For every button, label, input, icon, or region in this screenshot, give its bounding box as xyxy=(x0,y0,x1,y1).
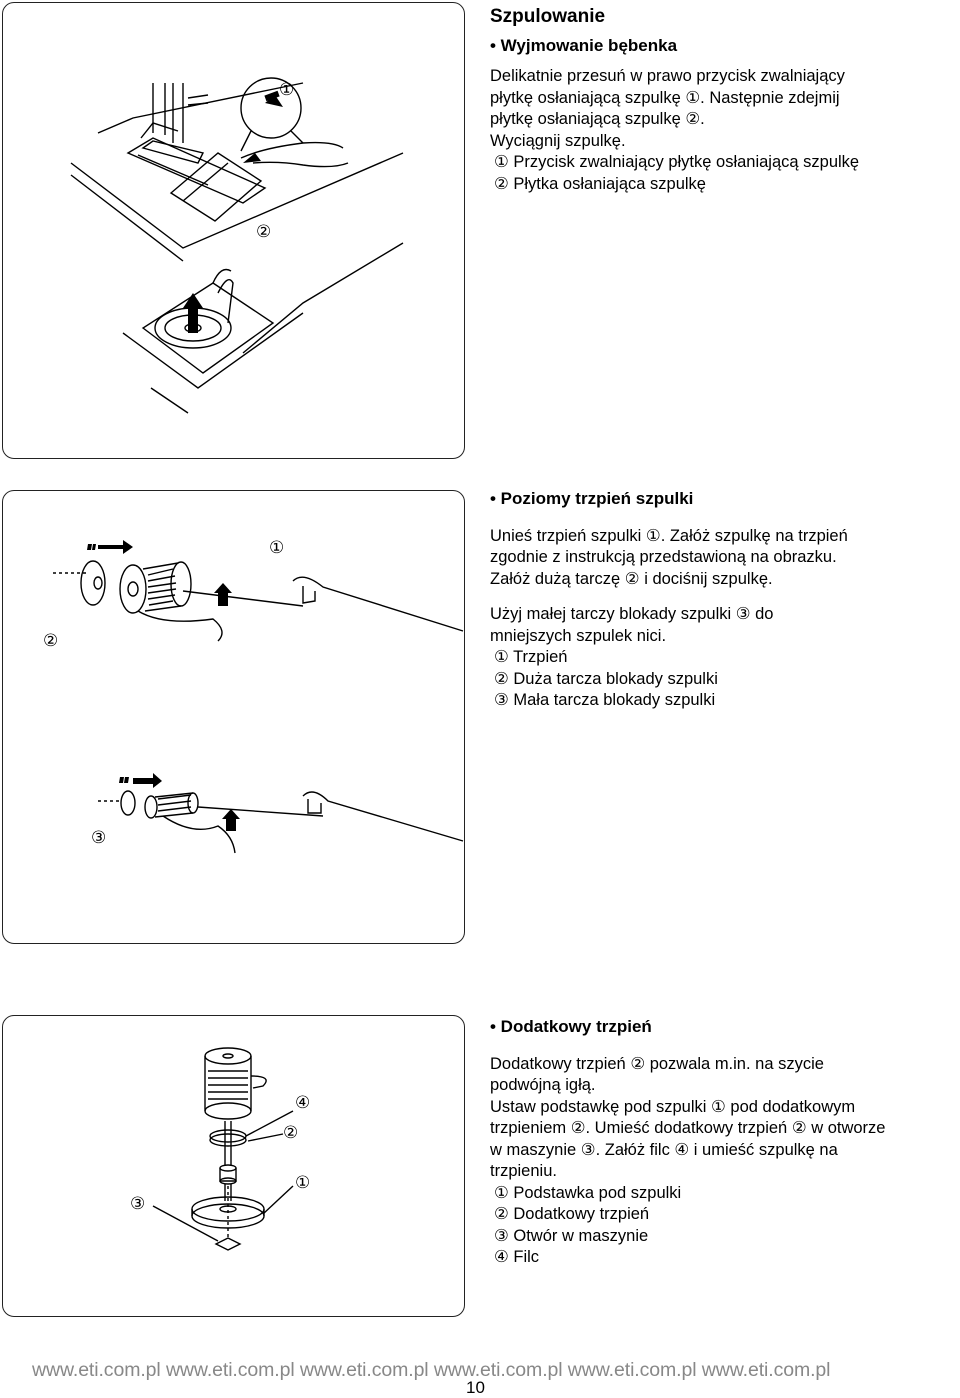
callout-1: ① xyxy=(295,1173,311,1193)
watermark-footer: www.eti.com.pl www.eti.com.pl www.eti.com.pl www.eti.com.pl www.eti.com.pl www.eti.com.pl xyxy=(32,1359,831,1381)
additional-pin-illustration xyxy=(3,1016,464,1316)
spool-pin-illustration xyxy=(3,491,464,943)
subsection-title: • Wyjmowanie bębenka xyxy=(490,35,678,55)
callout-1: ① xyxy=(279,80,295,100)
legend: ① Przycisk zwalniający płytkę osłaniającą szpulkę ② Płytka osłaniająca szpulkę xyxy=(494,153,860,193)
paragraph: Dodatkowy trzpień ② pozwala m.in. na szycie podwójną igłą. Ustaw podstawkę pod szpulki ① pod dodatkowym trzpieniem ②. Umieść dodatkowy trzpień ② w otworze w maszynie ③. Załóż filc ④ i umieść szpulkę na trzpieniu. xyxy=(490,1054,886,1180)
illustration-panel-additional-pin xyxy=(2,1015,465,1317)
section-additional-pin xyxy=(490,1016,885,1269)
callout-2: ② xyxy=(283,1123,299,1143)
illustration-panel-bobbin-removal xyxy=(2,2,465,459)
paragraph: Unieś trzpień szpulki ①. Załóż szpulkę na trzpień zgodnie z instrukcją przedstawioną na obrazku. Załóż dużą tarczę ② i dociśnij szpulkę. xyxy=(490,526,848,588)
paragraph: Użyj małej tarczy blokady szpulki ③ do mniejszych szpulek nici. xyxy=(490,605,774,645)
section-title: Szpulowanie xyxy=(490,6,606,27)
callout-4: ④ xyxy=(295,1093,311,1113)
callout-2: ② xyxy=(256,222,272,242)
callout-1: ① xyxy=(269,538,285,558)
bobbin-removal-illustration xyxy=(3,3,464,458)
section-spool-pin xyxy=(490,488,848,712)
legend: ① Trzpień ② Duża tarcza blokady szpulki ③ Mała tarcza blokady szpulki xyxy=(494,648,718,709)
subsection-title: • Poziomy trzpień szpulki xyxy=(490,489,694,508)
illustration-panel-spool-pin xyxy=(2,490,465,944)
paragraph: Delikatnie przesuń w prawo przycisk zwalniający płytkę osłaniającą szpulkę ①. Następnie zdejmij płytkę osłaniającą szpulkę ②. Wyciągnij szpulkę. xyxy=(490,67,845,150)
subsection-title: • Dodatkowy trzpień xyxy=(490,1017,652,1036)
callout-2: ② xyxy=(43,631,59,651)
callout-3: ③ xyxy=(91,828,107,848)
legend: ① Podstawka pod szpulki ② Dodatkowy trzpień ③ Otwór w maszynie ④ Filc xyxy=(494,1183,682,1266)
section-bobbin-removal xyxy=(490,6,859,195)
callout-3: ③ xyxy=(130,1194,146,1214)
page-number: 10 xyxy=(466,1378,485,1397)
